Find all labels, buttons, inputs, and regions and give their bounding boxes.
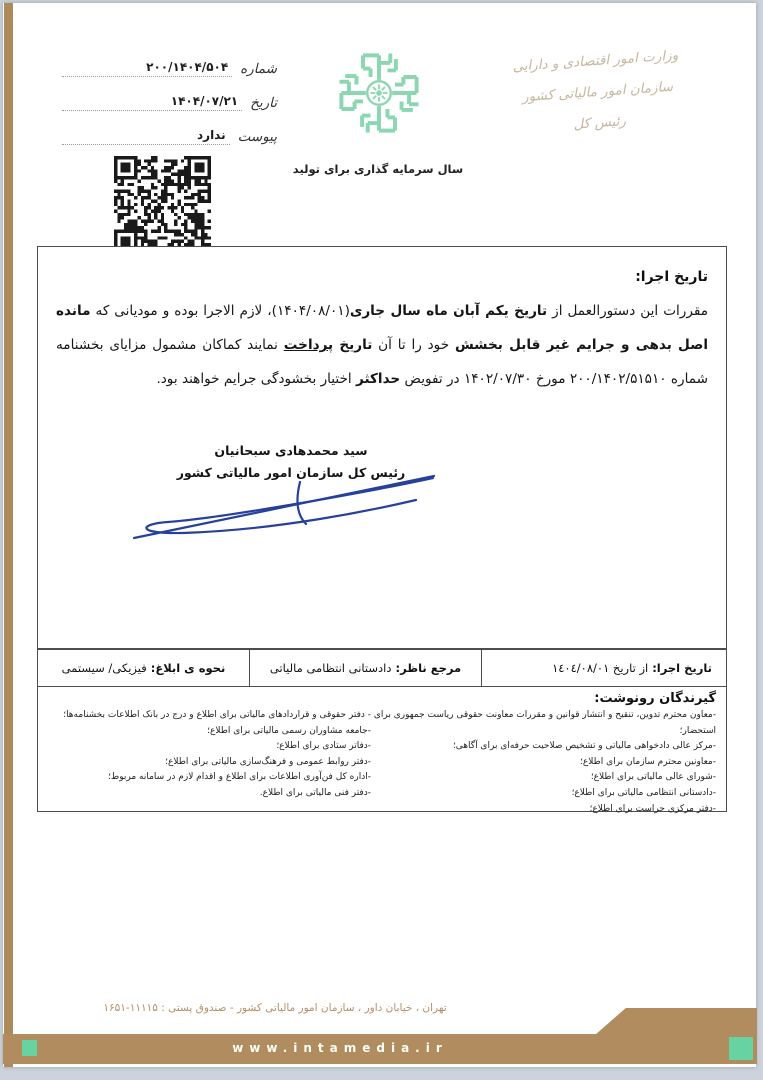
ministry-line-3: رئیس کل: [572, 113, 627, 133]
year-slogan: سال سرمایه گذاری برای تولید: [292, 162, 464, 176]
section-title: تاریخ اجرا:: [635, 269, 708, 285]
ministry-line-2: سازمان امور مالیاتی کشور: [521, 78, 674, 106]
paragraph-segment: (۱۴۰۴/۰۸/۰۱)، لازم الاجرا بوده و مودیانی که: [90, 303, 350, 319]
tax-administration-logo-icon: [330, 46, 428, 140]
letter-meta: [62, 56, 277, 158]
attachment-line: [62, 124, 230, 145]
paragraph-segment: اختیار بخشودگی جرایم خواهند بود.: [156, 371, 356, 387]
recipient-item: -دفتر روابط عمومی و فرهنگ‌سازی مالیاتی برای اطلاع؛: [165, 756, 371, 767]
ministry-header: [467, 37, 728, 148]
footer-accent-square-left: [22, 1040, 37, 1056]
paragraph-segment: مانده اصل بدهی و جرایم غیر قابل بخشش: [56, 303, 708, 353]
signer-title: رئیس کل سازمان امور مالیاتی کشور: [176, 465, 406, 480]
execution-date-cell: [481, 650, 726, 686]
date-label: تاریخ: [250, 95, 277, 111]
recipient-item: -معاون محترم تدوین، تنقیح و انتشار قوانین و مقررات معاونت حقوقی ریاست جمهوری برای استحضار؛: [373, 710, 716, 736]
number-label: شماره: [240, 61, 277, 77]
recipient-item: -دفاتر ستادی برای اطلاع؛: [276, 741, 371, 752]
number-value: ۲۰۰/۱۴۰۴/۵۰۴: [146, 60, 229, 74]
attachment-value: ندارد: [197, 128, 226, 142]
recipient-item: -دادستانی انتظامی مالیاتی برای اطلاع؛: [571, 787, 716, 798]
recipient-item: -جامعه مشاوران رسمی مالیاتی برای اطلاع؛: [207, 725, 371, 736]
notification-method-value: فیزیکی/ سیستمی: [61, 661, 147, 675]
meta-row-date: [62, 90, 277, 111]
recipient-item: -دفتر فنی مالیاتی برای اطلاع.: [259, 787, 371, 798]
supervisor-value: دادستانی انتظامی مالیاتی: [269, 661, 392, 675]
recipient-item: -اداره کل فن‌آوری اطلاعات برای اطلاع و اقدام لازم در سامانه مربوط؛: [108, 772, 371, 783]
execution-date-label: تاریخ اجرا:: [652, 661, 712, 675]
recipients-right-column: [371, 708, 716, 817]
recipients-left-column: [48, 708, 371, 817]
website-url: www.intamedia.ir: [232, 1041, 448, 1055]
supervisor-label: مرجع ناظر:: [395, 661, 462, 675]
recipients-title: گیرندگان رونوشت:: [594, 691, 716, 706]
address-line: تهران ، خیابان داور ، سازمان امور مالیاتی کشور - صندوق پستی : ۱۱۱۱۵-۱۶۵۱: [103, 1002, 447, 1014]
letter-body: [56, 269, 708, 396]
date-value: ۱۴۰۴/۰۷/۲۱: [170, 94, 239, 108]
number-line: [62, 56, 232, 77]
attachment-label: پیوست: [237, 129, 277, 145]
qr-code: [114, 156, 211, 253]
date-line: [62, 90, 242, 111]
meta-row-attachment: [62, 124, 277, 145]
footer-accent-square-right: [729, 1037, 753, 1060]
recipient-item: -مرکز عالی دادخواهی مالیاتی و تشخیص صلاحیت حرفه‌ای برای آگاهی؛: [452, 741, 716, 752]
paragraph-segment: تاریخ یکم آبان ماه سال جاری: [349, 303, 548, 319]
signer-name: سید محمدهادی سبحانیان: [214, 443, 368, 458]
recipients-box: [37, 686, 727, 812]
left-tan-spine: [4, 3, 13, 1067]
supervisor-cell: [249, 650, 481, 686]
paragraph-segment: تاریخ: [333, 337, 373, 353]
recipients-columns: [48, 708, 716, 817]
recipient-item: -دفتر مرکزی حراست برای اطلاع؛: [589, 803, 716, 814]
paragraph-segment: پرداخت: [283, 337, 334, 353]
recipient-item: -معاونین محترم سازمان برای اطلاع؛: [580, 756, 716, 767]
recipient-item: - دفتر حقوقی و قراردادهای مالیاتی برای اطلاع و درج در بانک اطلاعات بخشنامه‌ها؛: [63, 710, 371, 720]
execution-date-value: از تاریخ ١٤٠٤/٠٨/٠١: [552, 661, 649, 675]
paragraph-segment: حداکثر: [356, 371, 401, 387]
recipient-item: -شورای عالی مالیاتی برای اطلاع؛: [590, 772, 716, 783]
meta-row-number: [62, 56, 277, 77]
notification-method-cell: [38, 650, 249, 686]
notification-method-label: نحوه ی ابلاغ:: [150, 661, 226, 675]
paragraph-segment: نمایند کماکان مشمول مزایای بخشنامه شماره ۲۰۰/۱۴۰۲/۵۱۵۱۰ مورخ ۱۴۰۲/۰۷/۳۰ در تفویض: [56, 337, 708, 387]
paragraph-segment: خود را تا آن: [372, 337, 455, 353]
info-table: [37, 649, 727, 687]
body-paragraph: [56, 294, 708, 396]
paragraph-segment: مقررات این دستورالعمل از: [547, 303, 708, 319]
signature-block: [160, 440, 422, 484]
ministry-line-1: وزارت امور اقتصادی و دارایی: [511, 47, 679, 75]
